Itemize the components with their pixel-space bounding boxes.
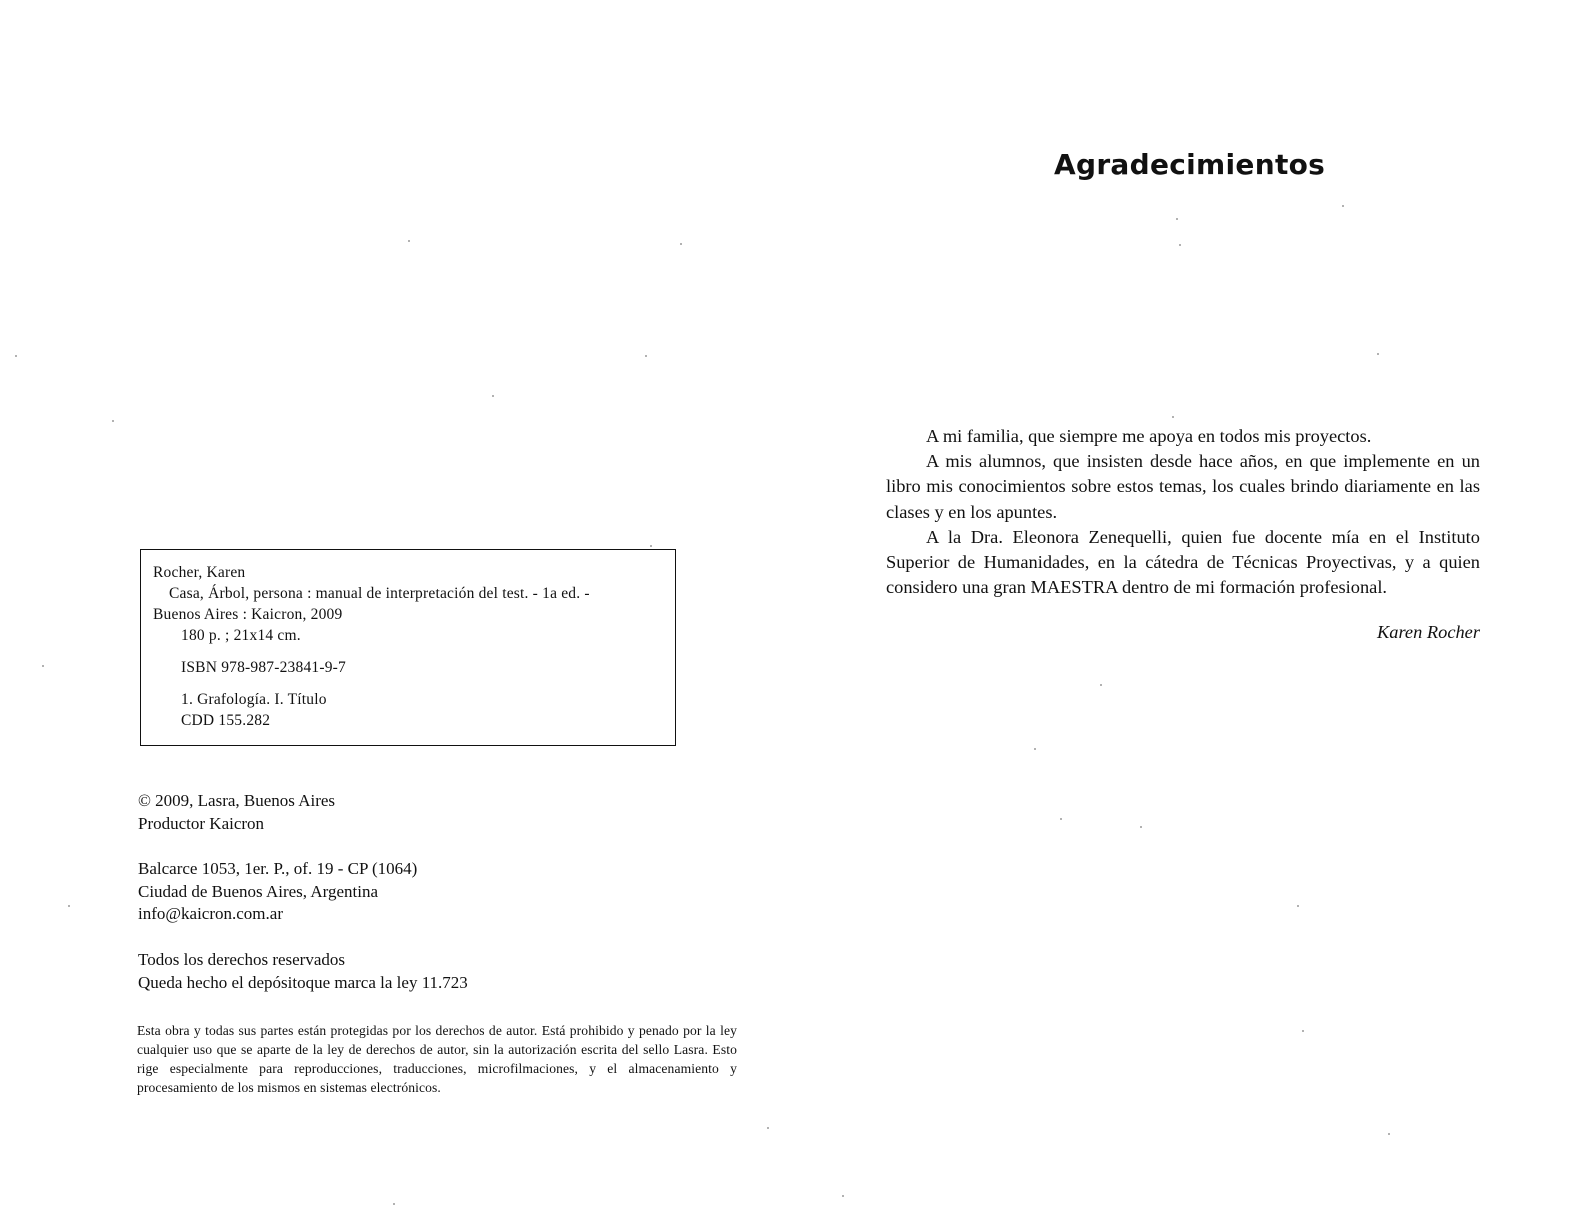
scan-speck bbox=[1388, 1133, 1390, 1135]
scan-speck bbox=[1297, 905, 1299, 907]
scan-speck bbox=[408, 240, 410, 242]
scan-speck bbox=[492, 395, 494, 397]
copyright-line: © 2009, Lasra, Buenos Aires bbox=[138, 791, 336, 810]
scan-speck bbox=[1100, 684, 1102, 686]
scan-speck bbox=[1179, 244, 1181, 246]
cip-subject: 1. Grafología. I. Título bbox=[181, 691, 327, 708]
cip-isbn: ISBN 978-987-23841-9-7 bbox=[181, 659, 346, 676]
imprint-copyright-block bbox=[138, 790, 748, 835]
scan-speck bbox=[680, 243, 682, 245]
scan-speck bbox=[1176, 218, 1178, 220]
cip-cdd: CDD 155.282 bbox=[181, 712, 271, 729]
cataloging-in-publication-box bbox=[140, 549, 676, 746]
cip-title: Casa, Árbol, persona : manual de interpretación del test. - 1a ed. - bbox=[169, 585, 590, 602]
scan-speck bbox=[393, 1203, 395, 1205]
cip-publisher: Buenos Aires : Kaicron, 2009 bbox=[153, 606, 343, 623]
rights-line: Todos los derechos reservados bbox=[138, 950, 346, 969]
cip-physical-description: 180 p. ; 21x14 cm. bbox=[181, 627, 301, 644]
scan-speck bbox=[645, 355, 647, 357]
email-line: info@kaicron.com.ar bbox=[138, 904, 283, 923]
acknowledgement-paragraph: A mis alumnos, que insisten desde hace años, en que implemente en un libro mis conocimientos sobre estos temas, los cuales brindo diariamente en las clases y en los apuntes. bbox=[886, 451, 1480, 522]
scan-speck bbox=[15, 355, 17, 357]
scan-speck bbox=[1172, 416, 1174, 418]
scan-speck bbox=[1060, 818, 1062, 820]
scan-speck bbox=[767, 1127, 769, 1129]
cip-author: Rocher, Karen bbox=[153, 564, 246, 581]
scan-speck bbox=[650, 545, 652, 547]
scan-speck bbox=[42, 665, 44, 667]
legal-notice: Esta obra y todas sus partes están protegidas por los derechos de autor. Está prohibido y penado por la ley cualquier uso que se aparte de la ley de derechos de autor, sin la autorización escrita del sello Lasra. Esto rige especialmente para reproducciones, traducciones, microfilmaciones, y el almacenamiento y procesamiento de los mismos en sistemas electrónicos. bbox=[137, 1023, 737, 1095]
deposit-line: Queda hecho el depósitoque marca la ley 11.723 bbox=[138, 972, 468, 992]
scan-speck bbox=[1377, 353, 1379, 355]
scan-speck bbox=[1034, 748, 1036, 750]
acknowledgements-body bbox=[886, 424, 1480, 600]
address-line: Balcarce 1053, 1er. P., of. 19 - CP (1064) bbox=[138, 859, 418, 878]
acknowledgement-paragraph: A la Dra. Eleonora Zenequelli, quien fue docente mía en el Instituto Superior de Humanidades, en la cátedra de Técnicas Proyectivas, y a quien considero una gran MAESTRA dentro de mi formación profesional. bbox=[886, 526, 1480, 598]
imprint-address-block bbox=[138, 858, 748, 926]
scan-speck bbox=[68, 905, 70, 907]
imprint-rights-block bbox=[138, 949, 748, 994]
right-page bbox=[792, 0, 1584, 1232]
scan-speck bbox=[1302, 1030, 1304, 1032]
acknowledgements-title: Agradecimientos bbox=[1054, 148, 1326, 181]
acknowledgement-paragraph: A mi familia, que siempre me apoya en todos mis proyectos. bbox=[926, 426, 1372, 446]
city-line: Ciudad de Buenos Aires, Argentina bbox=[138, 881, 379, 901]
scan-speck bbox=[1140, 826, 1142, 828]
producer-line: Productor Kaicron bbox=[138, 813, 265, 833]
scan-speck bbox=[112, 420, 114, 422]
scan-speck bbox=[842, 1195, 844, 1197]
scan-speck bbox=[1342, 205, 1344, 207]
author-signature: Karen Rocher bbox=[1377, 622, 1480, 642]
